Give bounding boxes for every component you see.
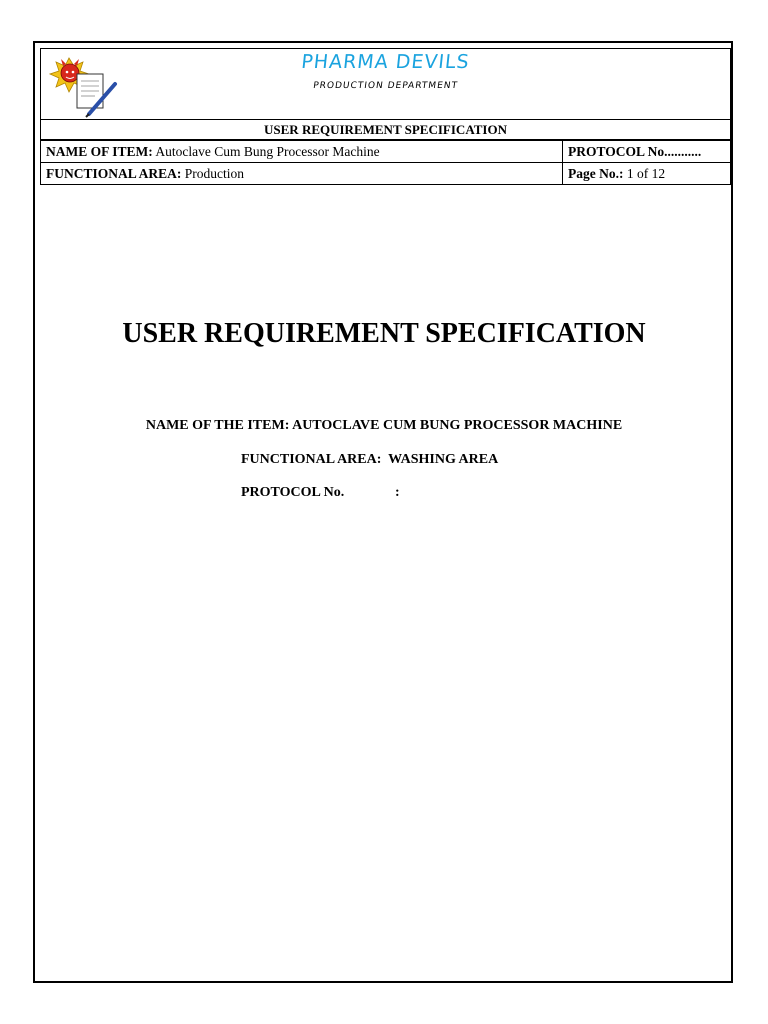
info-row-area xyxy=(41,163,731,185)
functional-area-line: FUNCTIONAL AREA: WASHING AREA xyxy=(241,452,499,467)
page-number-cell xyxy=(563,163,731,185)
department-name: PRODUCTION DEPARTMENT xyxy=(312,81,459,91)
protocol-cell xyxy=(563,141,731,163)
page-number-value: 1 of 12 xyxy=(626,165,666,181)
document-heading: USER REQUIREMENT SPECIFICATION xyxy=(40,120,731,140)
main-title: USER REQUIREMENT SPECIFICATION xyxy=(122,318,646,349)
functional-area-value: Production xyxy=(184,165,245,181)
brand-name: PHARMA DEVILS xyxy=(300,51,471,73)
letterhead xyxy=(40,48,731,120)
page-number-label: Page No.: xyxy=(568,165,624,181)
protocol-label: PROTOCOL No........... xyxy=(568,143,702,159)
name-of-item-label: NAME OF ITEM: xyxy=(46,143,153,159)
name-of-item-cell xyxy=(41,141,563,163)
protocol-number-label: PROTOCOL No. xyxy=(241,485,345,500)
item-name-line: NAME OF THE ITEM: AUTOCLAVE CUM BUNG PROCESSOR MACHINE xyxy=(145,418,623,433)
functional-area-cell xyxy=(41,163,563,185)
protocol-number-colon: : xyxy=(395,485,400,500)
document-info-table xyxy=(40,140,731,185)
name-of-item-value: Autoclave Cum Bung Processor Machine xyxy=(155,143,380,159)
info-row-item xyxy=(41,141,731,163)
functional-area-label: FUNCTIONAL AREA: xyxy=(46,165,182,181)
